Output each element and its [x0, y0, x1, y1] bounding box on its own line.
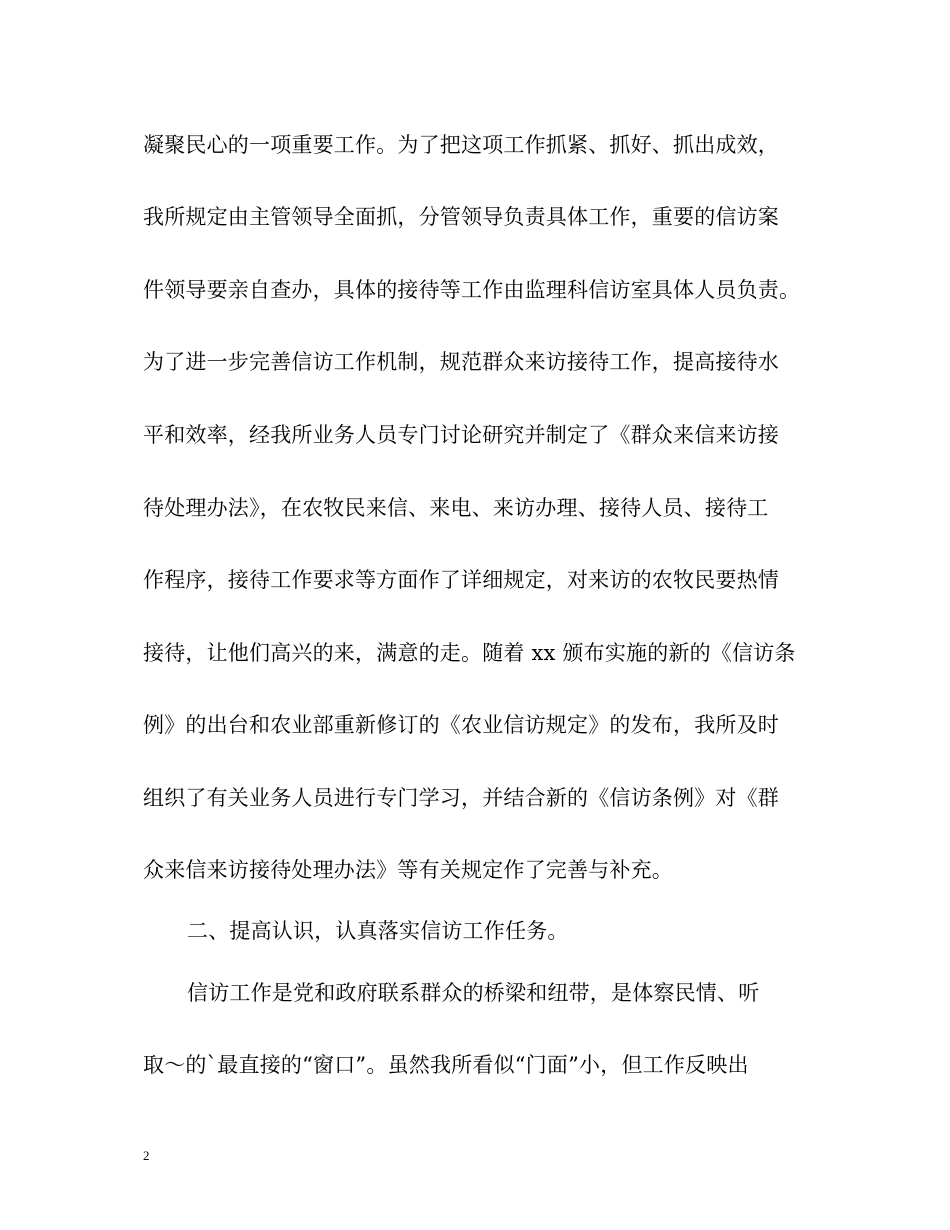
page-number: 2	[143, 1148, 150, 1163]
body-text-line: 待处理办法》，在农牧民来信、来电、来访办理、接待人员、接待工	[143, 496, 769, 520]
body-text-line: 接待，让他们高兴的来，满意的走。随着 xx 颁布实施的新的《信访条	[143, 641, 796, 665]
body-text-line: 作程序，接待工作要求等方面作了详细规定，对来访的农牧民要热情	[143, 568, 779, 592]
body-text-line: 平和效率，经我所业务人员专门讨论研究并制定了《群众来信来访接	[143, 423, 779, 447]
body-text-line: 取～的`最直接的“窗口”。虽然我所看似“门面”小，但工作反映出	[143, 1053, 749, 1077]
body-text-line: 例》的出台和农业部重新修订的《农业信访规定》的发布，我所及时	[143, 713, 779, 737]
body-text-line: 凝聚民心的一项重要工作。为了把这项工作抓紧、抓好、抓出成效，	[143, 133, 779, 157]
body-text-line: 众来信来访接待处理办法》等有关规定作了完善与补充。	[143, 858, 673, 882]
body-text-line: 信访工作是党和政府联系群众的桥梁和纽带，是体察民情、听	[187, 981, 760, 1005]
body-text-line: 我所规定由主管领导全面抓，分管领导负责具体工作，重要的信访案	[143, 205, 779, 229]
body-text-line: 组织了有关业务人员进行专门学习，并结合新的《信访条例》对《群	[143, 786, 779, 810]
body-text-line: 件领导要亲自查办，具体的接待等工作由监理科信访室具体人员负责。	[143, 278, 801, 302]
body-text-line: 为了进一步完善信访工作机制，规范群众来访接待工作，提高接待水	[143, 350, 779, 374]
section-heading: 二、提高认识，认真落实信访工作任务。	[187, 919, 569, 943]
